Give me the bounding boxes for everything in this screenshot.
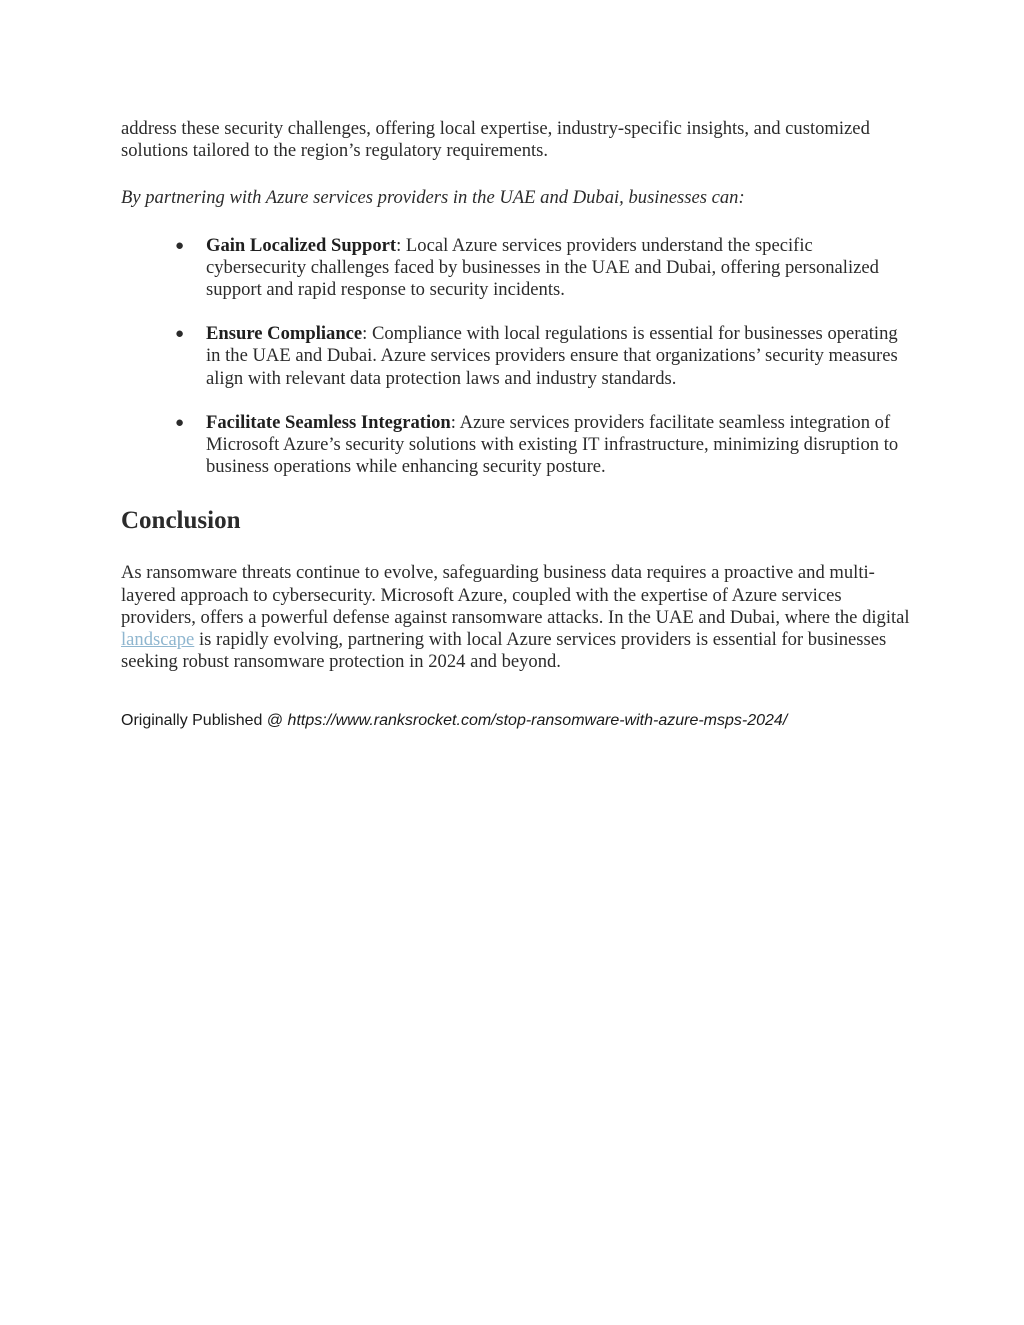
published-line xyxy=(121,711,911,731)
document-page xyxy=(121,118,911,731)
bullet-icon: ● xyxy=(175,326,185,343)
lead-paragraph: By partnering with Azure services providers in the UAE and Dubai, businesses can: xyxy=(121,187,745,209)
conclusion-heading: Conclusion xyxy=(121,507,241,535)
intro-paragraph: address these security challenges, offering local expertise, industry-specific insights, and customized solutions tailored to the region’s regulatory requirements. xyxy=(121,118,870,162)
published-url[interactable]: https://www.ranksrocket.com/stop-ransomware-with-azure-msps-2024/ xyxy=(287,712,788,730)
bullet-icon: ● xyxy=(175,237,185,254)
list-item-text: : Local Azure services providers understand the specific cybersecurity challenges faced by businesses in the UAE and Dubai, offering personalized support and rapid response to security incidents. xyxy=(206,234,879,301)
list-item-title: Ensure Compliance xyxy=(206,323,363,345)
list-item xyxy=(121,235,911,302)
list-item xyxy=(121,323,911,390)
benefits-list xyxy=(121,235,911,479)
conclusion-paragraph xyxy=(121,562,911,673)
list-item-title: Gain Localized Support xyxy=(206,234,397,256)
landscape-link[interactable]: landscape xyxy=(121,629,195,651)
list-item xyxy=(121,412,911,479)
bullet-icon: ● xyxy=(175,414,185,431)
list-item-text: : Azure services providers facilitate seamless integration of Microsoft Azure’s security solutions with existing IT infrastructure, minimizing disruption to business operations while enhancing security posture. xyxy=(206,411,899,478)
list-item-title: Facilitate Seamless Integration xyxy=(206,411,451,433)
published-label: Originally Published @ xyxy=(121,712,288,730)
list-item-text: : Compliance with local regulations is essential for businesses operating in the UAE and Dubai. Azure services providers ensure that organizations’ security measures align with relevant data protection laws and industry standards. xyxy=(206,323,898,389)
conclusion-text-after: is rapidly evolving, partnering with local Azure services providers is essential for businesses seeking robust ransomware protection in 2024 and beyond. xyxy=(121,629,887,673)
conclusion-text-before: As ransomware threats continue to evolve, safeguarding business data requires a proactive and multi-layered approach to cybersecurity. Microsoft Azure, coupled with the expertise of Azure services providers, offers a powerful defense against ransomware attacks. In the UAE and Dubai, where the digital xyxy=(121,562,910,628)
